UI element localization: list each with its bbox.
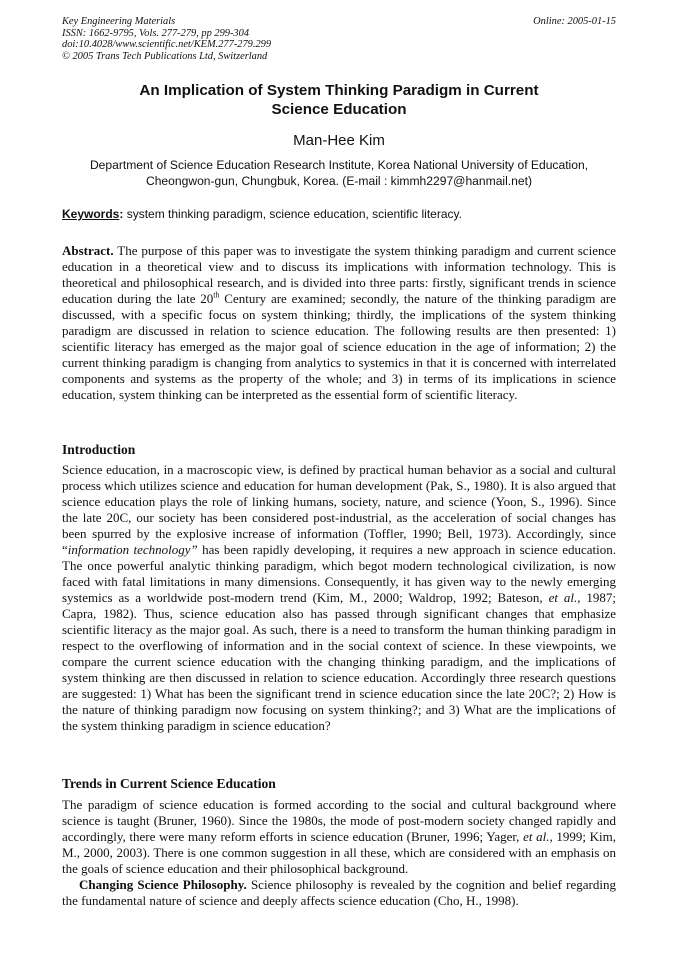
affiliation [62,157,616,189]
journal-name: Key Engineering Materials [62,16,176,27]
keywords-text: system thinking paradigm, science education, scientific literacy. [123,207,462,221]
trends-section [62,797,616,909]
keywords-label: Keywords [62,207,120,221]
trends-paragraph: The paradigm of science education is formed according to the social and cultural background where science is taught (Bruner, 1960). Since the 1980s, the mode of post-modern society changed rapidly and accordingly, there were many reform efforts in science education (Bruner, 1996; Yager, et al., 1999; Kim, M., 2000, 2003). There is one common suggestion in all these, which are considered with an emphasis on the goals of science education and their philosophical background. [62,797,616,876]
doi-line: doi:10.4028/www.scientific.net/KEM.277-279.299 [62,39,272,50]
abstract-label: Abstract. [62,243,114,258]
journal-header [62,16,616,62]
abstract-paragraph: Abstract. The purpose of this paper was to investigate the system thinking paradigm and current science education in a theoretical view and to discuss its implications with information technology. This is theoretical and philosophical research, and is divided into three parts: firstly, significant trends in science education during the late 20th Century are examined; secondly, the nature of the thinking paradigm are discussed, with a specific focus on system thinking; thirdly, the implications of the system thinking paradigm are discussed in relation to science education. The following results are then presented: 1) scientific literacy has emerged as the major goal of science education in the age of information; 2) the current thinking paradigm is changing from analytics to systemics in that it is concerned with interrelated components and systems as the property of the whole; and 3) in terms of its implications in science education, system thinking can be interpreted as the essential form of scientific literacy. [62,243,617,402]
copyright-line: © 2005 Trans Tech Publications Ltd, Switzerland [62,50,268,62]
online-date: Online: 2005-01-15 [533,16,616,27]
changing-science-philosophy-label: Changing Science Philosophy. [79,877,247,892]
introduction-heading: Introduction [62,442,136,457]
author-name: Man-Hee Kim [293,132,385,149]
paper-title [62,82,616,119]
affiliation-line-2: Cheongwon-gun, Chungbuk, Korea. (E-mail : kimmh2297@hanmail.net) [145,174,533,188]
abstract [62,243,616,403]
title-line-1: An Implication of System Thinking Paradigm in Current [139,82,539,99]
keywords: Keywords: system thinking paradigm, science education, scientific literacy. [62,207,462,221]
introduction-paragraph: Science education, in a macroscopic view, is defined by practical human behavior as a social and cultural process which utilizes science and education for human development (Pak, S., 1980). It is also argued that science education plays the role of linking humans, society, nature, and science (Yoon, S., 1996). Since the late 20C, our society has been considered post-industrial, as the acceleration of social changes has been spurred by the explosive increase of information (Toffler, 1990; Bell, 1973). Accordingly, since “information technology” has been rapidly developing, it requires a new approach in science education. The once powerful analytic thinking paradigm, which begot modern technological civilization, is now faced with fatal limitations in many dimensions. Consequently, it has given way to the newly emerging systemics as a worldwide post-modern trend (Kim, M., 2000; Waldrop, 1992; Bateson, et al., 1987; Capra, 1982). Thus, science education also has passed through significant changes that emphasize scientific literacy as the major goal. As such, there is a need to transform the human thinking paradigm in respect to the overflowing of information and in the social context of science. In these viewpoints, we compare the current science education with the changing thinking paradigm, and the implications of system thinking are then discussed in relation to science education. Accordingly three research questions are suggested: 1) What has been the significant trend in science education since the late 20C?; 2) How is the nature of thinking paradigm now focusing on system thinking?; and 3) What are the implications of the system thinking paradigm in science education? [62,462,616,733]
title-line-2: Science Education [271,100,407,118]
introduction-section [62,462,616,734]
trends-heading: Trends in Current Science Education [62,776,276,791]
affiliation-line-1: Department of Science Education Research Institute, Korea National University of Education, [89,158,589,172]
trends-subsection-paragraph: Changing Science Philosophy. Science philosophy is revealed by the cognition and belief regarding the fundamental nature of science and deeply affects science education (Cho, H., 1998). [62,877,616,908]
issn-line: ISSN: 1662-9795, Vols. 277-279, pp 299-304 [62,27,250,39]
